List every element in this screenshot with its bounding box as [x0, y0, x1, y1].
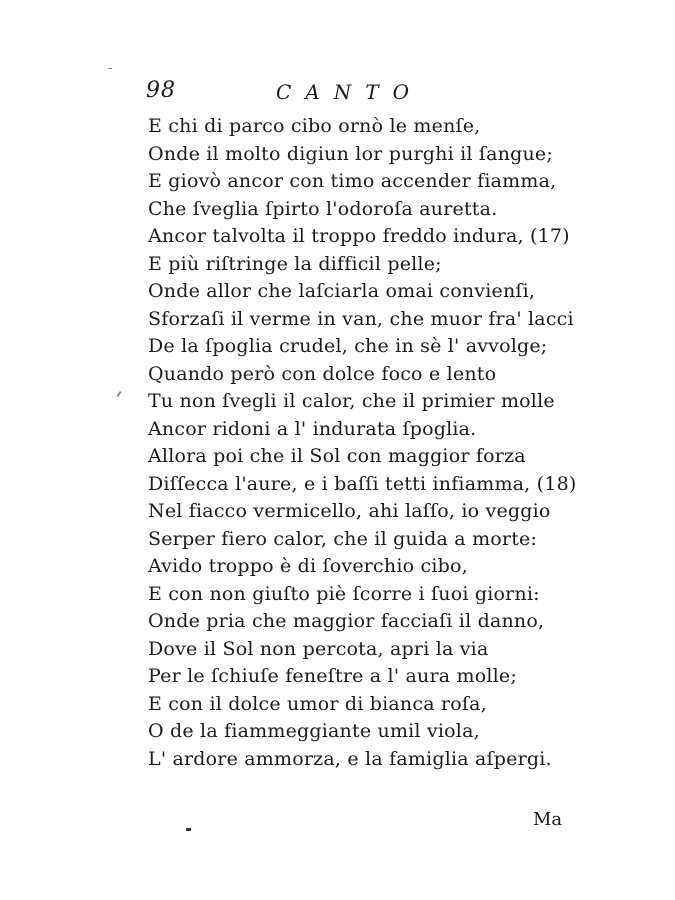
- verse-line: Serper fiero calor, che il guida a morte:: [148, 527, 538, 550]
- verse-line: Nel fiacco vermicello, ahi laſſo, io veggio: [148, 500, 551, 522]
- verse-line: Onde il molto digiun lor purghi il ſangue;: [148, 142, 553, 165]
- verse-line: Dove il Sol non percota, apri la via: [148, 637, 489, 660]
- page-header: [146, 78, 606, 112]
- verse-line: Onde pria che maggior facciaſi il danno,: [148, 610, 545, 632]
- verse-line: Ancor ridoni a l' indurata ſpoglia.: [148, 417, 477, 440]
- verse-line: Sforzaſi il verme in van, che muor fra' lacci: [148, 307, 574, 330]
- verse-line: Allora poi che il Sol con maggior forza: [148, 445, 526, 467]
- catchword: Ma: [533, 809, 563, 830]
- verse-line: Tu non ſvegli il calor, che il primier molle: [148, 390, 555, 412]
- verse-line: E più riſtringe la difficil pelle;: [148, 252, 442, 275]
- verse-line: E con il dolce umor di bianca roſa,: [148, 692, 487, 715]
- verse-line: Quando però con dolce foco e lento: [148, 362, 497, 385]
- verse-line: Ancor talvolta il troppo freddo indura, (17): [148, 225, 570, 247]
- verse-line: L' ardore ammorza, e la famiglia aſpergi.: [148, 747, 552, 770]
- verse-line: Diſſecca l'aure, e i baſſi tetti infiamma, (18): [148, 472, 577, 495]
- verse-line: Avido troppo è di ſoverchio cibo,: [148, 555, 468, 577]
- verse-line: E chi di parco cibo ornò le menſe,: [148, 115, 481, 137]
- running-head: CANTO: [276, 80, 423, 104]
- verse-line: O de la fiammeggiante umil viola,: [148, 720, 480, 742]
- margin-speck: [116, 391, 121, 397]
- verse-line: E giovò ancor con timo accender fiamma,: [148, 170, 557, 192]
- margin-speck: [108, 68, 112, 69]
- verse-line: Per le ſchiuſe feneſtre a l' aura molle;: [148, 665, 517, 687]
- margin-speck: [186, 828, 191, 831]
- verse-line: Onde allor che laſciarla omai convienſi,: [148, 280, 536, 302]
- verse-line: Che ſveglia ſpirto l'odoroſa auretta.: [148, 197, 498, 220]
- verse-line: De la ſpoglia crudel, che in sè l' avvolge;: [148, 335, 548, 357]
- page-number: 98: [146, 78, 176, 103]
- verse-block: [148, 113, 588, 773]
- verse-line: E con non giuſto piè ſcorre i ſuoi giorni:: [148, 582, 540, 605]
